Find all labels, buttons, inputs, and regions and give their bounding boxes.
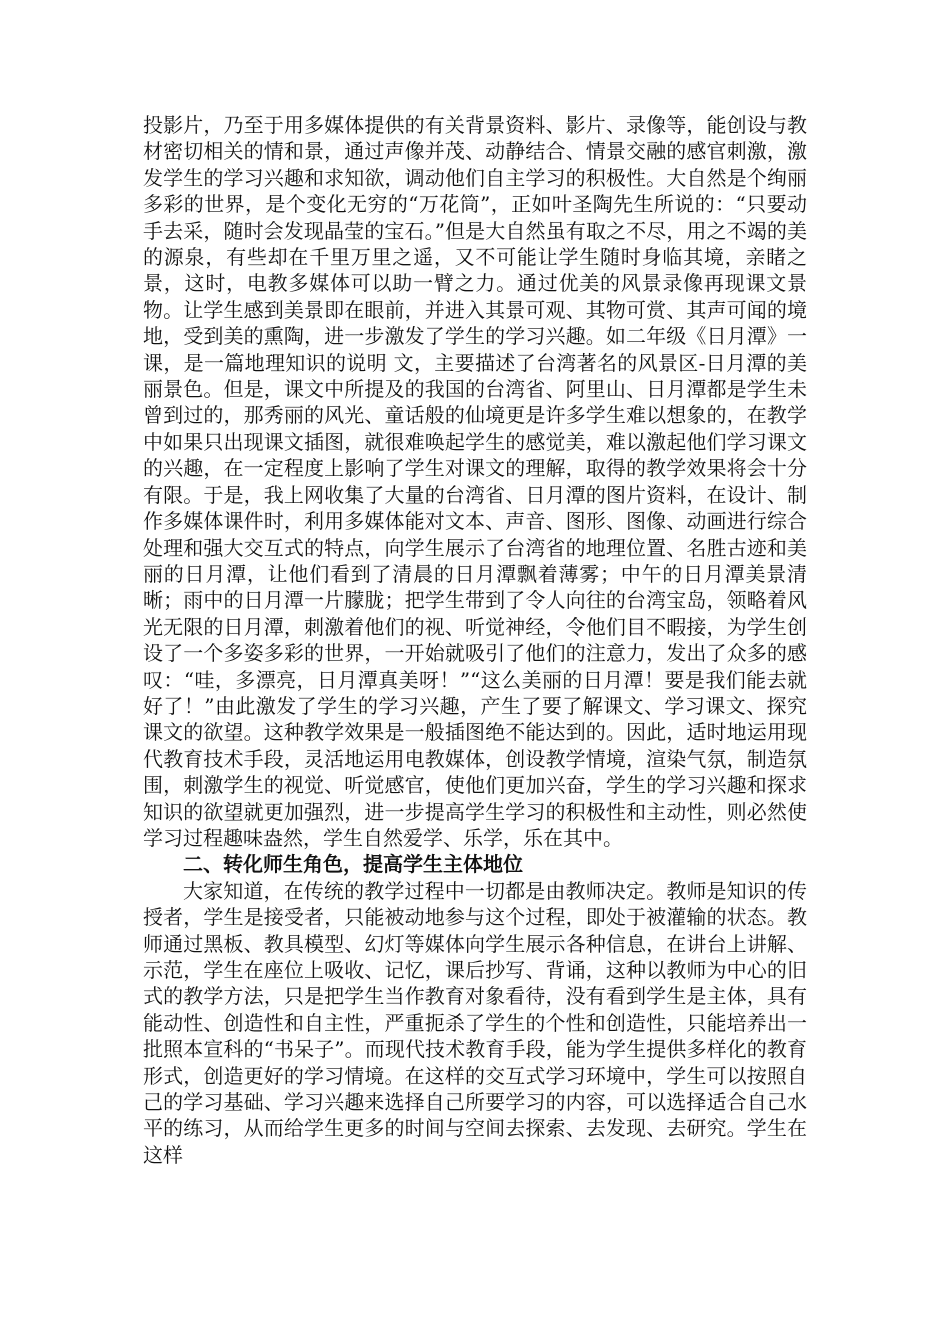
document-page: [143, 112, 807, 1168]
section-heading: 二、转化师生角色，提高学生主体地位: [183, 852, 523, 877]
body-paragraph-2: 大家知道，在传统的教学过程中一切都是由教师决定。教师是知识的传授者，学生是接受者，只能被动地参与这个过程，即处于被灌输的状态。教师通过黑板、教具模型、幻灯等媒体向学生展示各种信息，在讲台上讲解、示范，学生在座位上吸收、记忆，课后抄写、背诵，这种以教师为中心的旧式的教学方法，只是把学生当作教育对象看待，没有看到学生是主体，具有能动性、创造性和自主性，严重扼杀了学生的个性和创造性，只能培养出一批照本宣科的“书呆子”。而现代技术教育手段，能为学生提供多样化的教育形式，创造更好的学习情境。在这样的交互式学习环境中，学生可以按照自己的学习基础、学习兴趣来选择自己所要学习的内容，可以选择适合自己水平的练习，从而给学生更多的时间与空间去探索、去发现、去研究。学生在这样: [143, 878, 807, 1167]
body-paragraph-1: 投影片，乃至于用多媒体提供的有关背景资料、影片、录像等，能创设与教材密切相关的情和景，通过声像并茂、动静结合、情景交融的感官刺激，激发学生的学习兴趣和求知欲，调动他们自主学习的积极性。大自然是个绚丽多彩的世界，是个变化无穷的“万花筒”，正如叶圣陶先生所说的：“只要动手去采，随时会发现晶莹的宝石。”但是大自然虽有取之不尽，用之不竭的美的源泉，有些却在千里万里之遥，又不可能让学生随时身临其境，亲睹之景，这时，电教多媒体可以助一臂之力。通过优美的风景录像再现课文景物。让学生感到美景即在眼前，并进入其景可观、其物可赏、其声可闻的境地，受到美的熏陶，进一步激发了学生的学习兴趣。如二年级《日月潭》一课，是一篇地理知识的说明 文，主要描述了台湾著名的风景区-日月潭的美丽景色。但是，课文中所提及的我国的台湾省、阿里山、日月潭都是学生未曾到过的，那秀丽的风光、童话般的仙境更是许多学生难以想象的，在教学中如果只出现课文插图，就很难唤起学生的感觉美，难以激起他们学习课文的兴趣，在一定程度上影响了学生对课文的理解，取得的教学效果将会十分有限。于是，我上网收集了大量的台湾省、日月潭的图片资料，在设计、制作多媒体课件时，利用多媒体能对文本、声音、图形、图像、动画进行综合处理和强大交互式的特点，向学生展示了台湾省的地理位置、名胜古迹和美丽的日月潭，让他们看到了清晨的日月潭飘着薄雾；中午的日月潭美景清晰；雨中的日月潭一片朦胧；把学生带到了令人向往的台湾宝岛，领略着风光无限的日月潭，刺激着他们的视、听觉神经，令他们目不暇接，为学生创设了一个多姿多彩的世界，一开始就吸引了他们的注意力，发出了众多的感叹：“哇，多漂亮，日月潭真美呀！”“这么美丽的日月潭！要是我们能去就好了！”由此激发了学生的学习兴趣，产生了要了解课文、学习课文、探究课文的欲望。这种教学效果是一般插图绝不能达到的。因此，适时地运用现代教育技术手段，灵活地运用电教媒体，创设教学情境，渲染气氛，制造氛围，刺激学生的视觉、听觉感官，使他们更加兴奋，学生的学习兴趣和探求知识的欲望就更加强烈，进一步提高学生学习的积极性和主动性，则必然使学习过程趣味盎然，学生自然爱学、乐学，乐在其中。: [143, 113, 807, 850]
